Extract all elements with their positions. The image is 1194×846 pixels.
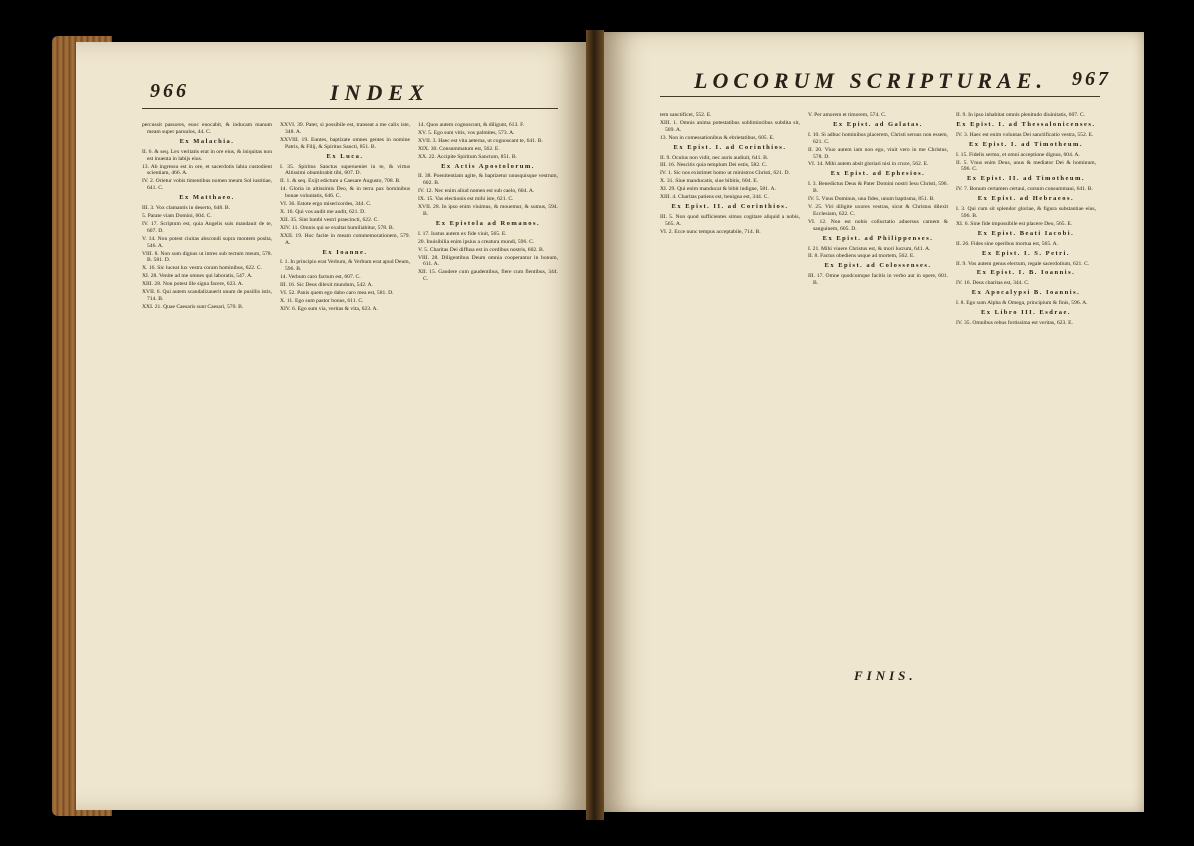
index-entry: III. 5. Non quod sufficientes simus cogitare aliquid a nobis, 565. A. — [660, 213, 800, 227]
right-page — [604, 32, 1144, 812]
section-heading: Ex Actis Apostolorum. — [441, 162, 535, 170]
index-entry: I. 21. Mihi viuere Christus est, & mori lucrum, 641. A. — [808, 245, 931, 252]
index-entry: I. 35. Spiritus Sanctus superueniet in te, & virtus Altissimi obumbrabit tibi, 607. D. — [280, 163, 410, 177]
index-entry: 13. Non in comessationibus & ebrietatibus, 605. E. — [660, 134, 775, 141]
index-entry: I. 10. Si adhuc hominibus placerem, Christi seruus non essem, 621. C. — [808, 131, 948, 145]
index-entry: XX. 22. Accipite Spiritum Sanctum, 851. B. — [418, 153, 517, 160]
section-heading: Ex Epist. II. ad Corinthios. — [671, 202, 789, 210]
left-column-1 — [142, 122, 272, 312]
index-entry: V. Per amorem et timorem, 574. C. — [808, 112, 887, 118]
section-heading: Ex Epist. I. B. Ioannis. — [976, 269, 1076, 277]
index-entry: IV. 17. Scriptum est, quia Angelis suis mandauit de te, 607. D. — [142, 220, 272, 234]
open-book — [56, 6, 1156, 832]
index-entry: IV. 3. Haec est enim voluntas Dei sanctificatio vestra, 552. E. — [956, 131, 1094, 138]
index-entry: 13. Ab ingressu est in ore, et sacerdotis labia custodient scientiam, 466. A. — [142, 163, 272, 177]
section-heading: Ex Apocalypsi B. Ioannis. — [971, 289, 1081, 297]
index-entry: percussit passores, euoc euocabit, & inducam manum meam super paruulos, 44. C. — [142, 122, 272, 135]
index-entry: XIV. 11. Omnis qui se exaltat humiliabitur, 578. B. — [280, 224, 394, 231]
index-entry: III. 16. Sic Deus dilexit mundum, 542. A. — [280, 282, 373, 289]
index-entry: XXVI. 39. Pater, si possibile est, transeat a me calix iste, 348. A. — [280, 122, 410, 135]
index-entry: VI. 14. Mihi autem absit gloriari nisi in cruce, 562. E. — [808, 161, 929, 168]
index-entry: III. 3. Vox clamantis in deserto, 648. B. — [142, 205, 231, 212]
index-entry: XI. 6. Sine fide impossibile est placere Deo, 565. E. — [956, 220, 1073, 227]
section-heading: Ex Epist. II. ad Timotheum. — [966, 175, 1086, 183]
index-entry: XI. 29. Qui enim manducat & bibit indigne, 581. A. — [660, 186, 776, 193]
section-heading: Ex Epist. Beati Iacobi. — [977, 229, 1075, 237]
index-entry: VI. 12. Non est nobis colluctatio aduersus carnem & sanguinem, 605. D. — [808, 218, 948, 232]
index-entry: XIII. 4. Charitas patiens est, benigna est, 344. C. — [660, 194, 769, 201]
index-entry: IV. 2. Orietur vobis timentibus nomen meum Sol iustitiae, 641. C. — [142, 178, 272, 192]
right-column-1 — [660, 112, 800, 237]
index-entry: II. 38. Poenitentiam agite, & baptizetur unusquisque vestrum, 602. B. — [418, 173, 558, 187]
index-entry: II. 9. Vos autem genus electum, regale sacerdotium, 621. C. — [956, 260, 1090, 267]
index-entry: XV. 5. Ego sum vitis, vos palmites, 573. A. — [418, 129, 515, 136]
section-heading: Ex Epistola ad Romanos. — [435, 219, 541, 227]
index-entry: IV. 1. Sic nos existimet homo ut ministros Christi, 621. D. — [660, 170, 790, 177]
index-entry: IV. 5. Vnus Dominus, una fides, unum baptisma, 851. B. — [808, 196, 935, 203]
index-entry: 20. Inuisibilia enim ipsius a creatura mundi, 596. C. — [418, 238, 535, 245]
left-page-title: INDEX — [330, 80, 430, 105]
index-entry: V. 25. Viri diligite uxores vestras, sicut & Christus dilexit Ecclesiam, 622. C. — [808, 203, 948, 217]
book-gutter — [586, 30, 604, 820]
index-entry: 14. Quos autem cognoscunt, & diligunt, 613. F. — [418, 122, 525, 128]
index-entry: II. 8. Factus obediens usque ad mortem, 562. E. — [808, 253, 915, 260]
index-entry: II. 5. Vnus enim Deus, unus & mediator Dei & hominum, 596. C. — [956, 159, 1096, 173]
left-column-2 — [280, 122, 410, 314]
index-entry: XVII. 3. Haec est vita aeterna, ut cognoscant te, 641. B. — [418, 137, 543, 144]
index-entry: XXII. 19. Hoc facite in meam commemorationem, 579. A. — [280, 232, 410, 246]
section-heading: Ex Ioanne. — [322, 248, 368, 256]
index-entry: XXVIII. 19. Euntes, baptizate omnes gentes in nomine Patris, & Filij, & Spiritus Sancti, 851. B. — [280, 136, 410, 150]
index-entry: II. 20. Viuo autem iam non ego, viuit vero in me Christus, 578. D. — [808, 146, 948, 160]
left-page — [76, 42, 586, 810]
index-entry: X. 31. Siue manducatis, siue bibitis, 604. E. — [660, 178, 759, 185]
section-heading: Ex Epist. I. ad Thessalonicenses. — [956, 120, 1096, 128]
index-entry: VI. 52. Panis quem ego dabo caro mea est, 581. D. — [280, 290, 394, 297]
section-heading: Ex Matthaeo. — [179, 194, 235, 202]
index-entry: I. 17. Iustus autem ex fide viuit, 565. E. — [418, 230, 507, 237]
index-entry: 14. Gloria in altissimis Deo, & in terra pax hominibus bonae voluntatis, 646. C. — [280, 186, 410, 200]
index-entry: II. 9. Oculus non vidit, nec auris audiuit, 641. B. — [660, 154, 769, 161]
section-heading: Ex Epist. ad Hebraeos. — [977, 195, 1075, 203]
index-entry: II. 1. & seq. Exijt edictum a Caesare Augusto, 708. B. — [280, 178, 401, 185]
section-heading: Ex Libro III. Esdrae. — [980, 309, 1072, 317]
index-entry: V. 5. Charitas Dei diffusa est in cordibus nostris, 602. B. — [418, 246, 545, 253]
section-heading: Ex Malachia. — [179, 137, 235, 145]
index-entry: I. 1. In principio erat Verbum, & Verbum erat apud Deum, 596. B. — [280, 259, 410, 273]
header-rule — [142, 108, 558, 109]
header-rule — [660, 96, 1100, 97]
left-page-number: 966 — [150, 80, 189, 102]
section-heading: Ex Epist. ad Galatas. — [833, 120, 923, 128]
index-entry: VI. 36. Estote ergo misericordes, 344. C. — [280, 201, 372, 208]
section-heading: Ex Epist. I. ad Corinthios. — [673, 143, 787, 151]
right-column-3 — [956, 112, 1096, 328]
index-entry: XI. 28. Venite ad me omnes qui laboratis, 547. A. — [142, 273, 253, 280]
index-entry: II. 9. In ipso inhabitat omnis plenitudo diuinitatis, 607. C. — [956, 112, 1085, 118]
index-entry: I. 8. Ego sum Alpha & Omega, principium & finis, 596. A. — [956, 300, 1088, 307]
index-entry: IV. 35. Omnibus rebus fortissima est veritas, 623. E. — [956, 319, 1073, 326]
index-entry: III. 16. Nescitis quia templum Dei estis, 582. C. — [660, 162, 768, 169]
index-entry: XIV. 6. Ego sum via, veritas & vita, 623. A. — [280, 305, 378, 312]
left-column-3 — [418, 122, 558, 284]
section-heading: Ex Epist. I. ad Timotheum. — [968, 140, 1084, 148]
index-entry: II. 6. & seq. Lex veritatis erat in ore eius, & iniquitas non est inuenta in labijs eius. — [142, 148, 272, 162]
index-entry: IV. 7. Bonum certamen certaui, cursum consummaui, 641. B. — [956, 186, 1093, 193]
section-heading: Ex Epist. ad Philippenses. — [822, 234, 934, 242]
section-heading: Ex Epist. I. S. Petri. — [982, 249, 1070, 257]
right-page-title: LOCORUM SCRIPTURAE. — [694, 68, 1047, 93]
right-column-2 — [808, 112, 948, 288]
index-entry: X. 16. Sic luceat lux vestra coram hominibus, 622. C. — [142, 265, 262, 272]
section-heading: Ex Epist. ad Colossenses. — [824, 262, 932, 270]
index-entry: X. 11. Ego sum pastor bonus, 611. C. — [280, 297, 364, 304]
index-entry: XIX. 30. Consummatum est, 562. E. — [418, 145, 500, 152]
index-entry: I. 3. Benedictus Deus & Pater Domini nostri Iesu Christi, 596. B. — [808, 181, 948, 195]
index-entry: I. 15. Fidelis sermo, et omni acceptione dignus, 604. A. — [956, 151, 1080, 158]
section-heading: Ex Epist. ad Ephesios. — [830, 170, 926, 178]
index-entry: XVII. 6. Qui autem scandalizauerit unum de pusillis istis, 714. B. — [142, 289, 272, 302]
index-entry: I. 3. Qui cum sit splendor gloriae, & figura substantiae eius, 596. B. — [956, 206, 1096, 219]
index-entry: IV. 16. Deus charitas est, 344. C. — [956, 280, 1030, 287]
finis-label: FINIS. — [854, 668, 917, 683]
index-entry: 14. Verbum caro factum est, 607. C. — [280, 274, 361, 281]
index-entry: XII. 15. Gaudere cum gaudentibus, flere cum flentibus, 344. C. — [418, 269, 558, 283]
index-entry: XVII. 28. In ipso enim viuimus, & mouemur, & sumus, 594. B. — [418, 204, 558, 217]
index-entry: VIII. 28. Diligentibus Deum omnia cooperantur in bonum, 611. A. — [418, 254, 558, 268]
index-entry: tem sanctificet, 552. E. — [660, 112, 712, 118]
right-page-number: 967 — [1072, 68, 1111, 90]
index-entry: XIII. 1. Omnis anima potestatibus sublimioribus subdita sit, 569. A. — [660, 119, 800, 133]
index-entry: V. 14. Non potest ciuitas abscondi supra montem posita, 546. A. — [142, 235, 272, 249]
index-entry: XII. 35. Sint lumbi vestri praecincti, 622. C. — [280, 216, 379, 223]
index-entry: VI. 2. Ecce nunc tempus acceptabile, 714. B. — [660, 228, 761, 235]
index-entry: XIII. 28. Non potest ille signa facere, 623. A. — [142, 281, 244, 288]
index-entry: XXI. 21. Quae Caesaris sunt Caesari, 570. B. — [142, 303, 244, 310]
index-entry: IX. 15. Vas electionis est mihi iste, 621. C. — [418, 196, 514, 203]
index-entry: 5. Parate viam Domini, 604. C. — [142, 212, 212, 219]
index-entry: III. 17. Omne quodcumque facitis in verbo aut in opere, 601. B. — [808, 273, 948, 287]
index-entry: IV. 12. Nec enim aliud nomen est sub caelo, 604. A. — [418, 188, 535, 195]
section-heading: Ex Luca. — [326, 152, 364, 160]
index-entry: X. 16. Qui vos audit me audit, 621. D. — [280, 208, 366, 215]
index-entry: VIII. 8. Non sum dignus ut intres sub tectum meum, 578. B. 581. D. — [142, 250, 272, 264]
index-entry: II. 26. Fides sine operibus mortua est, 565. A. — [956, 240, 1059, 247]
